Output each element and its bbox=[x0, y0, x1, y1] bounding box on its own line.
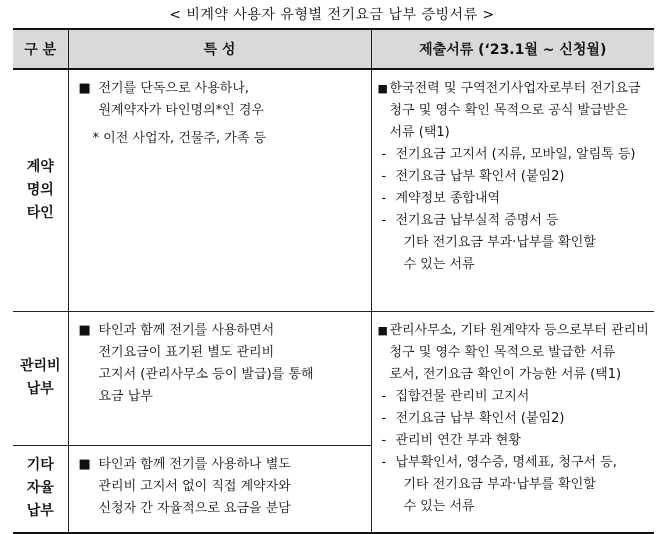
category-line: 납부 bbox=[26, 381, 54, 397]
item-line: 전기요금 납부 확인서 (붙임2) bbox=[395, 410, 565, 426]
dash-icon: - bbox=[381, 388, 387, 404]
category-cell bbox=[13, 311, 68, 445]
item-line: 계약정보 종합내역 bbox=[395, 191, 501, 206]
document-item bbox=[378, 144, 651, 166]
item-line: 기타 전기요금 부과·납부를 확인할 bbox=[403, 235, 596, 250]
feature-line: 고지서 (관리사무소 등이 발급)를 통해 bbox=[98, 366, 314, 382]
document-item bbox=[378, 430, 651, 452]
dash-icon: - bbox=[381, 169, 387, 184]
category-line: 계약 bbox=[26, 158, 54, 175]
dash-icon: - bbox=[381, 147, 387, 162]
category-line: 타인 bbox=[26, 204, 54, 221]
documents-cell bbox=[371, 69, 654, 311]
feature-line: 관리비 고지서 없이 직접 계약자와 bbox=[98, 478, 291, 494]
item-line: 수 있는 서류 bbox=[403, 257, 475, 272]
feature-line: 타인과 함께 전기를 사용하나 별도 bbox=[98, 456, 291, 472]
header-documents: 제출서류 (‘23.1월 ~ 신청월) bbox=[371, 29, 654, 69]
square-bullet-icon: ■ bbox=[78, 456, 91, 472]
item-line: 수 있는 서류 bbox=[403, 498, 475, 514]
item-line: 전기요금 고지서 (지류, 모바일, 알림톡 등) bbox=[395, 147, 636, 162]
category-line: 납부 bbox=[26, 503, 54, 520]
dash-icon: - bbox=[381, 432, 387, 448]
dash-icon: - bbox=[381, 213, 387, 228]
lead-line: 한국전력 및 구역전기사업자로부터 전기요금 bbox=[389, 81, 641, 96]
square-bullet-icon: ■ bbox=[377, 82, 388, 95]
page-title: < 비계약 사용자 유형별 전기요금 납부 증빙서류 > bbox=[169, 7, 495, 23]
document-item bbox=[378, 188, 651, 210]
item-line: 기타 전기요금 부과·납부를 확인할 bbox=[403, 476, 596, 492]
document-item bbox=[378, 166, 651, 188]
item-line: 전기요금 납부실적 증명서 등 bbox=[395, 213, 559, 228]
documents-lead bbox=[378, 78, 651, 144]
item-line: 관리비 연간 부과 현황 bbox=[395, 432, 521, 448]
feature-bullet bbox=[79, 78, 365, 122]
dash-icon: - bbox=[381, 454, 387, 470]
document-item bbox=[378, 386, 651, 408]
dash-icon: - bbox=[381, 191, 387, 206]
feature-bullet bbox=[79, 320, 365, 408]
category-line: 명의 bbox=[26, 181, 54, 198]
category-line: 기타 bbox=[26, 457, 54, 474]
lead-line: 로서, 전기요금 확인이 가능한 서류 (택1) bbox=[389, 366, 622, 382]
header-category: 구 분 bbox=[13, 29, 68, 69]
feature-cell bbox=[68, 311, 371, 445]
feature-line: 전기요금이 표기된 별도 관리비 bbox=[98, 344, 275, 360]
square-bullet-icon: ■ bbox=[377, 323, 388, 337]
lead-line: 청구 및 영수 확인 목적으로 공식 발급받은 bbox=[389, 103, 628, 118]
lead-line: 청구 및 영수 확인 목적으로 발급한 서류 bbox=[389, 344, 616, 360]
lead-line: 관리사무소, 기타 원계약자 등으로부터 관리비 bbox=[389, 322, 649, 338]
dash-icon: - bbox=[381, 410, 387, 426]
square-bullet-icon: ■ bbox=[78, 322, 91, 338]
category-cell bbox=[13, 69, 68, 311]
category-line: 자율 bbox=[26, 480, 54, 497]
item-line: 집합건물 관리비 고지서 bbox=[395, 388, 530, 404]
feature-cell bbox=[68, 69, 371, 311]
feature-note: * 이전 사업자, 건물주, 가족 등 bbox=[92, 131, 267, 146]
feature-line: 원계약자가 타인명의*인 경우 bbox=[98, 103, 264, 118]
lead-line: 서류 (택1) bbox=[389, 125, 450, 140]
table-row-contract-other bbox=[13, 69, 654, 311]
documents-cell bbox=[371, 311, 654, 533]
table-row-management-fee bbox=[13, 311, 654, 445]
feature-bullet bbox=[79, 454, 365, 520]
document-item bbox=[378, 408, 651, 430]
item-line: 전기요금 납부 확인서 (붙임2) bbox=[395, 169, 565, 184]
feature-line: 타인과 함께 전기를 사용하면서 bbox=[98, 322, 275, 338]
document-item bbox=[378, 452, 651, 518]
square-bullet-icon: ■ bbox=[78, 81, 91, 96]
feature-line: 신청자 간 자율적으로 요금을 분담 bbox=[98, 500, 291, 516]
header-feature: 특 성 bbox=[68, 29, 371, 69]
feature-line: 요금 납부 bbox=[98, 388, 153, 404]
documents-table bbox=[13, 28, 654, 534]
item-line: 납부확인서, 영수증, 명세표, 청구서 등, bbox=[395, 454, 617, 470]
category-line: 관리비 bbox=[19, 358, 61, 374]
table-header-row bbox=[13, 29, 654, 69]
documents-lead bbox=[378, 320, 651, 386]
feature-line: 전기를 단독으로 사용하나, bbox=[98, 81, 250, 96]
document-item bbox=[378, 210, 651, 276]
